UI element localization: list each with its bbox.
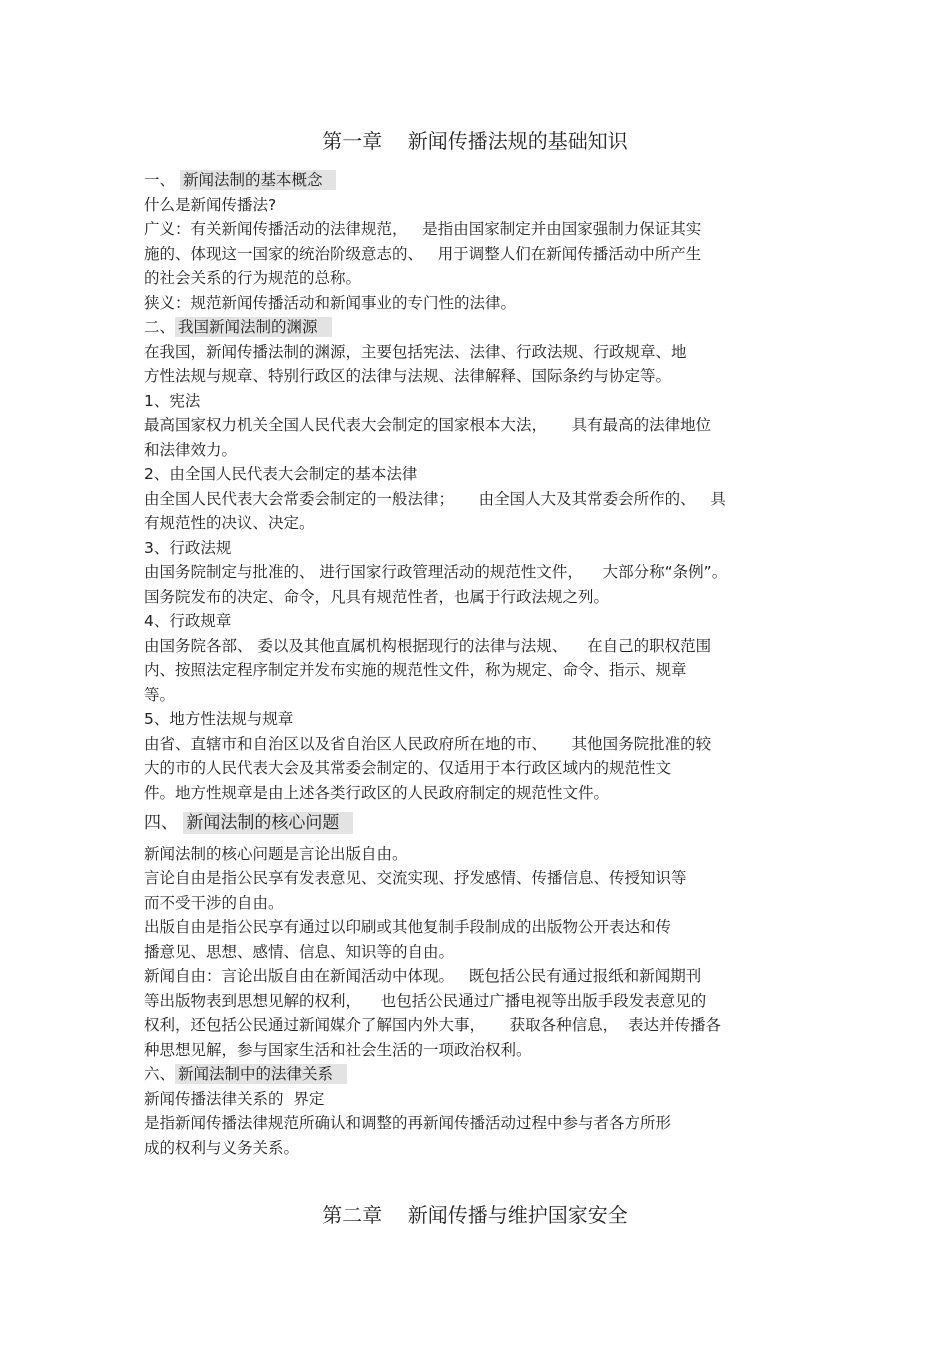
paragraph-line: 最高国家权力机关全国人民代表大会制定的国家根本大法， 具有最高的法律地位 (144, 416, 712, 434)
paragraph-line: 3、行政法规 (144, 538, 232, 557)
section-heading-text: 新闻法制的基本概念 (180, 170, 337, 190)
paragraph-line: 和法律效力。 (144, 440, 238, 459)
paragraph-line: 等出版物表到思想见解的权利， 也包括公民通过广播电视等出版手段发表意见的 (144, 991, 707, 1010)
paragraph-line: 广义：有关新闻传播活动的法律规范， 是指由国家制定并由国家强制力保证其实 (144, 220, 702, 238)
paragraph-line: 新闻传播法律关系的 界定 (144, 1089, 325, 1108)
paragraph-line: 而不受干涉的自由。 (144, 893, 284, 912)
paragraph-line: 种思想见解，参与国家生活和社会生活的一项政治权利。 (144, 1040, 532, 1059)
paragraph-line: 狭义：规范新闻传播活动和新闻事业的专门性的法律。 (144, 293, 517, 312)
section-heading-text: 新闻法制的核心问题 (183, 812, 353, 834)
paragraph-line: 大的市的人民代表大会及其常委会制定的、仅适用于本行政区域内的规范性文 (144, 759, 672, 777)
paragraph-line: 是指新闻传播法律规范所确认和调整的再新闻传播活动过程中参与者各方所形 (144, 1114, 672, 1132)
paragraph-line: 2、由全国人民代表大会制定的基本法律 (144, 465, 418, 483)
paragraph-line: 权利，还包括公民通过新闻媒介了解国内外大事， 获取各种信息， 表达并传播各 (144, 1016, 721, 1034)
paragraph-line: 言论自由是指公民享有发表意见、交流实现、抒发感情、传播信息、传授知识等 (144, 869, 687, 887)
paragraph-line: 1、宪法 (144, 391, 201, 410)
paragraph-line: 等。 (144, 685, 176, 704)
section-heading-text: 新闻法制中的法律关系 (175, 1064, 347, 1084)
paragraph-line: 新闻法制的核心问题是言论出版自由。 (144, 844, 408, 863)
paragraph-line: 出版自由是指公民享有通过以印刷或其他复制手段制成的出版物公开表达和传 (144, 918, 672, 936)
paragraph-line: 播意见、思想、感情、信息、知识等的自由。 (144, 942, 455, 961)
paragraph-line: 方性法规与规章、特别行政区的法律与法规、法律解释、国际条约与协定等。 (144, 367, 672, 385)
section-number: 一、 (144, 171, 180, 189)
section-heading (144, 315, 814, 340)
paragraph-line: 什么是新闻传播法? (144, 195, 277, 214)
paragraph-line: 国务院发布的决定、命令，凡具有规范性者，也属于行政法规之列。 (144, 587, 610, 606)
section-heading (144, 811, 814, 836)
chapter-2-title: 第二章 新闻传播与维护国家安全 (322, 1203, 628, 1227)
paragraph-line: 5、地方性法规与规章 (144, 710, 294, 728)
section-number: 四、 (144, 813, 184, 833)
paragraph-line: 成的权利与义务关系。 (144, 1138, 300, 1157)
document-body (144, 168, 814, 1160)
paragraph-line: 由省、直辖市和自治区以及省自治区人民政府所在地的市、 其他国务院批准的较 (144, 734, 712, 753)
section-number: 六、 (144, 1065, 176, 1083)
paragraph-line: 由全国人民代表大会常委会制定的一般法律； 由全国人大及其常委会所作的、 具 (144, 489, 726, 508)
paragraph-line: 由国务院制定与批准的、 进行国家行政管理活动的规范性文件， 大部分称“条例”。 (144, 563, 728, 581)
section-heading (144, 168, 814, 193)
chapter-1-title: 第一章 新闻传播法规的基础知识 (322, 129, 628, 153)
paragraph-line: 由国务院各部、 委以及其他直属机构根据现行的法律与法规、 在自己的职权范围 (144, 636, 712, 655)
paragraph-line: 件。地方性规章是由上述各类行政区的人民政府制定的规范性文件。 (144, 783, 610, 802)
paragraph-line: 4、行政规章 (144, 612, 232, 630)
paragraph-line: 内、按照法定程序制定并发布实施的规范性文件，称为规定、命令、指示、规章 (144, 661, 687, 679)
paragraph-line: 新闻自由：言论出版自由在新闻活动中体现。 既包括公民有通过报纸和新闻期刊 (144, 967, 702, 985)
paragraph-line: 在我国，新闻传播法制的渊源，主要包括宪法、法律、行政法规、行政规章、地 (144, 342, 687, 361)
section-heading-text: 我国新闻法制的渊源 (175, 317, 332, 337)
paragraph-line: 施的、体现这一国家的统治阶级意志的、 用于调整人们在新闻传播活动中所产生 (144, 244, 702, 263)
paragraph-line: 有规范性的决议、决定。 (144, 514, 315, 532)
section-heading (144, 1062, 814, 1087)
section-number: 二、 (144, 318, 176, 336)
paragraph-line: 的社会关系的行为规范的总称。 (144, 269, 362, 287)
